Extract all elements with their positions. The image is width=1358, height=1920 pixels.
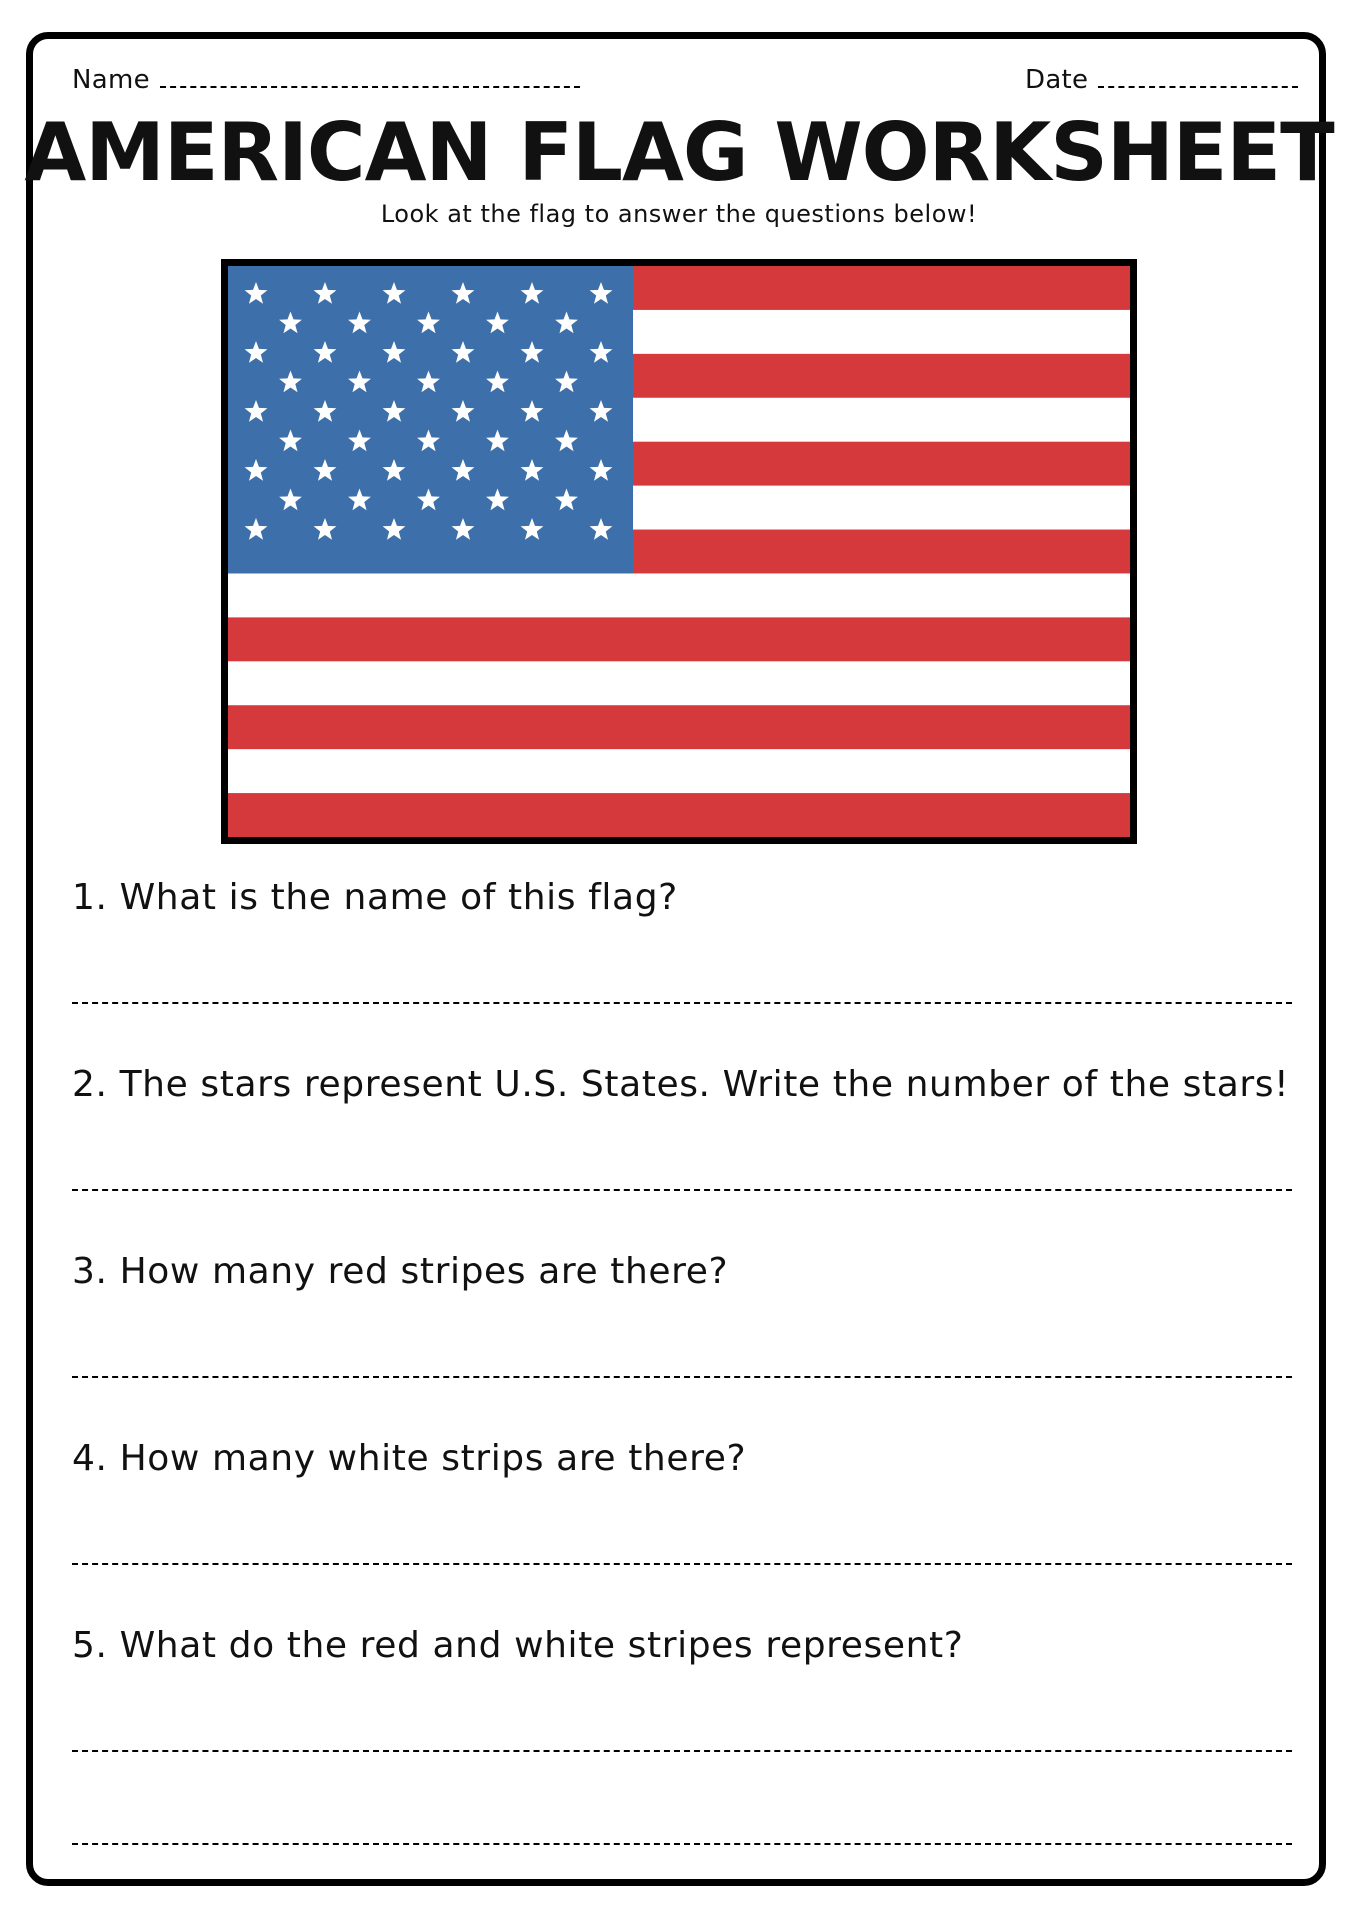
answer-line-5b[interactable] xyxy=(72,1843,1292,1845)
name-field[interactable] xyxy=(72,65,580,95)
red-stripe xyxy=(228,617,1130,661)
flag-svg xyxy=(228,266,1130,837)
question-4: 4. How many white strips are there? xyxy=(72,1438,747,1479)
answer-line-5a[interactable] xyxy=(72,1750,1292,1752)
red-stripe xyxy=(228,793,1130,837)
answer-line-2[interactable] xyxy=(72,1189,1292,1191)
answer-line-4[interactable] xyxy=(72,1563,1292,1565)
name-answer-line[interactable] xyxy=(160,86,580,88)
red-stripe xyxy=(228,705,1130,749)
answer-line-1[interactable] xyxy=(72,1002,1292,1004)
worksheet-subtitle: Look at the flag to answer the questions below! xyxy=(380,200,978,228)
blue-canton xyxy=(228,266,633,573)
name-label: Name xyxy=(72,65,150,95)
worksheet-title: AMERICAN FLAG WORKSHEET xyxy=(24,106,1334,199)
white-stripe xyxy=(228,661,1130,705)
question-5: 5. What do the red and white stripes represent? xyxy=(72,1625,964,1666)
date-label: Date xyxy=(1025,65,1089,95)
question-1: 1. What is the name of this flag? xyxy=(72,877,678,918)
date-answer-line[interactable] xyxy=(1098,86,1298,88)
american-flag-image xyxy=(221,259,1137,844)
white-stripe xyxy=(228,749,1130,793)
question-3: 3. How many red stripes are there? xyxy=(72,1251,729,1292)
question-2: 2. The stars represent U.S. States. Write the number of the stars! xyxy=(72,1064,1290,1105)
answer-line-3[interactable] xyxy=(72,1376,1292,1378)
white-stripe xyxy=(228,573,1130,617)
date-field[interactable] xyxy=(1025,65,1298,95)
